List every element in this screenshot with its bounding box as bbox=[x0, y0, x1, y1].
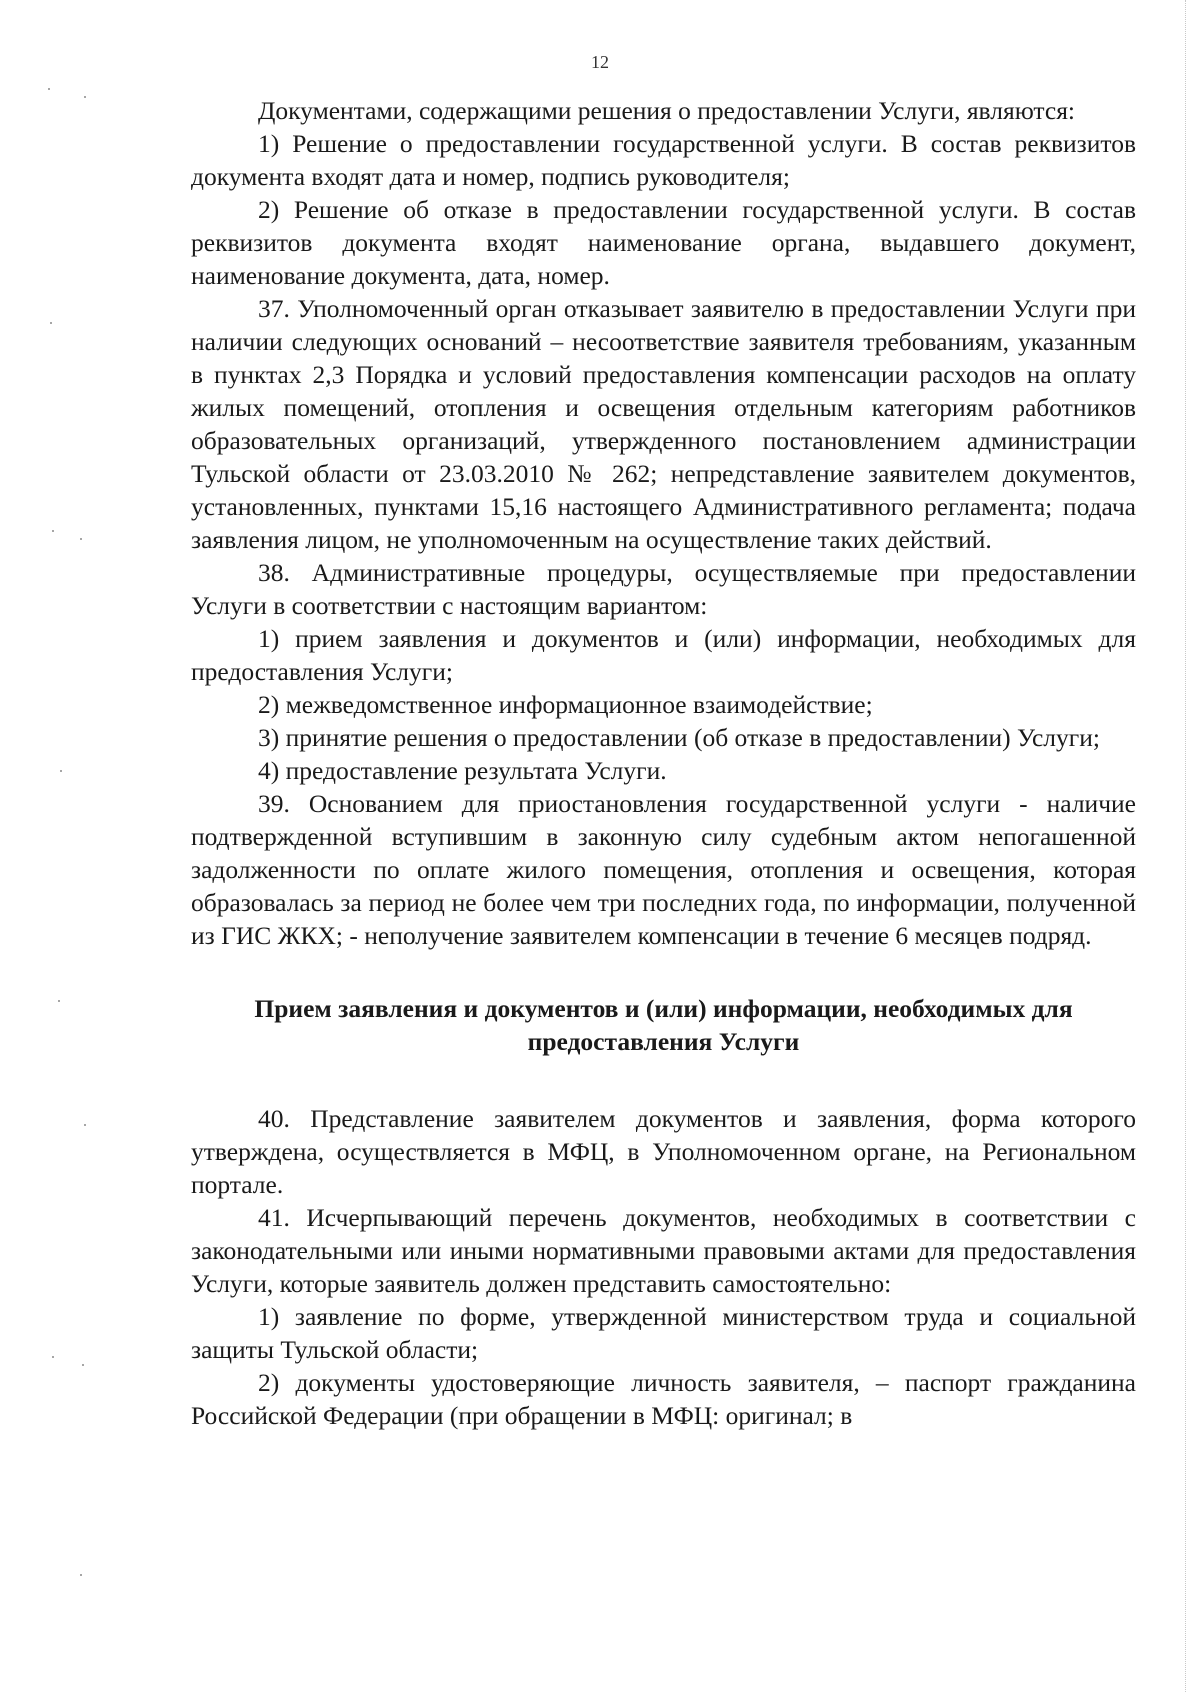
paragraph: 39. Основанием для приостановления государственной услуги - наличие подтвержденной вступившим в законную силу судебным актом непогашенной задолженности по оплате жилого помещения, отопления и освещения, которая образовалась за период не более чем три последних года, по информации, полученной из ГИС ЖКХ; - неполучение заявителем компенсации в течение 6 месяцев подряд. bbox=[191, 789, 1136, 950]
paragraph: 37. Уполномоченный орган отказывает заявителю в предоставлении Услуги при наличии следующих оснований – несоответствие заявителя требованиям, указанным в пунктах 2,3 Порядка и условий предоставления компенсации расходов на оплату жилых помещений, отопления и освещения отдельным категориям работников образовательных организаций, утвержденного постановлением администрации Тульской области от 23.03.2010 № 262; непредставление заявителем документов, установленных, пунктами 15,16 настоящего Административного регламента; подача заявления лицом, не уполномоченным на осуществление таких действий. bbox=[191, 294, 1136, 554]
scan-speck bbox=[50, 322, 52, 324]
scan-speck bbox=[58, 1000, 60, 1002]
paragraph: 1) Решение о предоставлении государственной услуги. В состав реквизитов документа входят дата и номер, подпись руководителя; bbox=[191, 129, 1136, 191]
scan-speck bbox=[80, 538, 82, 540]
scan-speck bbox=[84, 1124, 86, 1126]
scan-speck bbox=[82, 1364, 84, 1366]
scan-speck bbox=[48, 88, 50, 90]
document-body bbox=[191, 94, 1136, 1432]
list-item: 4) предоставление результата Услуги. bbox=[258, 756, 667, 785]
paragraph: Документами, содержащими решения о предоставлении Услуги, являются: bbox=[258, 96, 1076, 125]
list-item: 2) документы удостоверяющие личность заявителя, – паспорт гражданина Российской Федерации (при обращении в МФЦ: оригинал; в bbox=[191, 1368, 1136, 1430]
list-item: 2) межведомственное информационное взаимодействие; bbox=[258, 690, 873, 719]
scan-speck bbox=[60, 770, 62, 772]
paragraph: 38. Административные процедуры, осуществляемые при предоставлении Услуги в соответствии с настоящим вариантом: bbox=[191, 558, 1136, 620]
page-number: 12 bbox=[591, 52, 609, 72]
scan-speck bbox=[84, 96, 86, 98]
scan-edge-line bbox=[1184, 0, 1186, 1692]
scan-speck bbox=[80, 1574, 82, 1576]
list-item: 1) заявление по форме, утвержденной министерством труда и социальной защиты Тульской области; bbox=[191, 1302, 1136, 1364]
list-item: 3) принятие решения о предоставлении (об отказе в предоставлении) Услуги; bbox=[258, 723, 1100, 752]
paragraph: 41. Исчерпывающий перечень документов, необходимых в соответствии с законодательными или иными нормативными правовыми актами для предоставления Услуги, которые заявитель должен представить самостоятельно: bbox=[191, 1203, 1136, 1298]
paragraph: 2) Решение об отказе в предоставлении государственной услуги. В состав реквизитов документа входят наименование органа, выдавшего документ, наименование документа, дата, номер. bbox=[191, 195, 1136, 290]
scan-speck bbox=[52, 1356, 54, 1358]
section-heading: Прием заявления и документов и (или) информации, необходимых для предоставления Услуги bbox=[254, 994, 1073, 1056]
list-item: 1) прием заявления и документов и (или) информации, необходимых для предоставления Услуги; bbox=[191, 624, 1136, 686]
scan-speck bbox=[52, 530, 54, 532]
paragraph: 40. Представление заявителем документов и заявления, форма которого утверждена, осуществляется в МФЦ, в Уполномоченном органе, на Региональном портале. bbox=[191, 1104, 1136, 1199]
